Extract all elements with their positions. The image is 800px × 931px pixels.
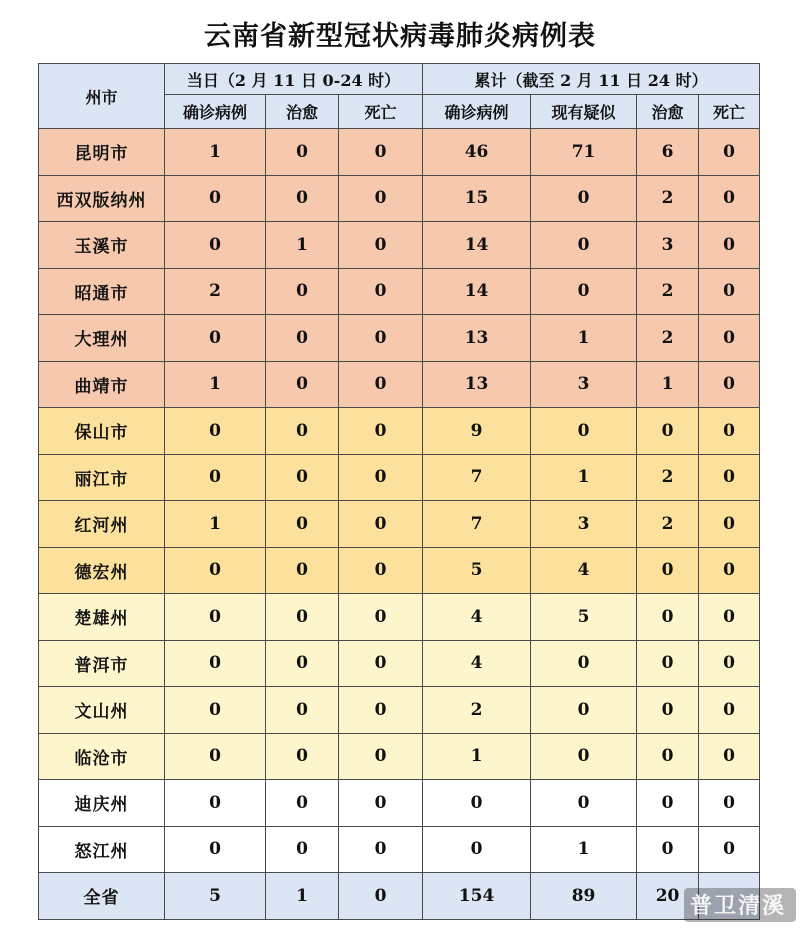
city-name-cell: 德宏州: [39, 547, 165, 594]
value-cell-cum-confirmed: 13: [423, 315, 531, 362]
city-name-cell: 西双版纳州: [39, 175, 165, 222]
value-cell-cum-deaths: 0: [699, 594, 760, 641]
value-cell-cum-deaths: 0: [699, 408, 760, 455]
value-cell-cum-cured: 20: [637, 873, 699, 920]
value-cell-daily-confirmed: 0: [165, 826, 266, 873]
value-cell-cum-cured: 2: [637, 501, 699, 548]
value-cell-cum-deaths: 0: [699, 780, 760, 827]
table-row: [39, 315, 760, 362]
header-cum-cured: 治愈: [637, 95, 699, 129]
value-cell-cum-deaths: 0: [699, 361, 760, 408]
header-daily-confirmed: 确诊病例: [165, 95, 266, 129]
value-cell-daily-confirmed: 5: [165, 873, 266, 920]
value-cell-cum-confirmed: 4: [423, 640, 531, 687]
table-row: [39, 501, 760, 548]
value-cell-cum-suspected: 4: [531, 547, 637, 594]
value-cell-cum-confirmed: 2: [423, 687, 531, 734]
table-row: [39, 129, 760, 176]
table-row: [39, 687, 760, 734]
value-cell-daily-confirmed: 0: [165, 687, 266, 734]
value-cell-cum-cured: 2: [637, 454, 699, 501]
value-cell-daily-confirmed: 2: [165, 268, 266, 315]
value-cell-daily-cured: 0: [266, 780, 339, 827]
value-cell-daily-deaths: 0: [339, 826, 423, 873]
city-name-cell: 临沧市: [39, 733, 165, 780]
value-cell-daily-confirmed: 0: [165, 733, 266, 780]
value-cell-cum-confirmed: 0: [423, 780, 531, 827]
value-cell-cum-cured: 2: [637, 268, 699, 315]
value-cell-cum-confirmed: 1: [423, 733, 531, 780]
value-cell-cum-suspected: 1: [531, 826, 637, 873]
table-row: [39, 733, 760, 780]
city-name-cell: 昆明市: [39, 129, 165, 176]
value-cell-daily-deaths: 0: [339, 733, 423, 780]
header-daily-cured: 治愈: [266, 95, 339, 129]
value-cell-cum-confirmed: 7: [423, 454, 531, 501]
value-cell-cum-suspected: 0: [531, 733, 637, 780]
value-cell-cum-suspected: 1: [531, 315, 637, 362]
value-cell-cum-deaths: 0: [699, 826, 760, 873]
value-cell-daily-deaths: 0: [339, 501, 423, 548]
table-row: [39, 640, 760, 687]
header-cum-deaths: 死亡: [699, 95, 760, 129]
value-cell-cum-confirmed: 14: [423, 222, 531, 269]
city-name-cell: 保山市: [39, 408, 165, 455]
value-cell-cum-suspected: 0: [531, 687, 637, 734]
value-cell-daily-cured: 0: [266, 408, 339, 455]
value-cell-daily-cured: 0: [266, 454, 339, 501]
city-name-cell: 全省: [39, 873, 165, 920]
value-cell-daily-cured: 0: [266, 361, 339, 408]
value-cell-daily-cured: 0: [266, 501, 339, 548]
value-cell-cum-cured: 0: [637, 640, 699, 687]
value-cell-daily-cured: 0: [266, 826, 339, 873]
value-cell-daily-cured: 0: [266, 547, 339, 594]
header-group-daily: 当日（2 月 11 日 0-24 时）: [165, 64, 423, 95]
value-cell-daily-deaths: 0: [339, 408, 423, 455]
value-cell-cum-confirmed: 4: [423, 594, 531, 641]
value-cell-daily-deaths: 0: [339, 268, 423, 315]
city-name-cell: 玉溪市: [39, 222, 165, 269]
value-cell-daily-deaths: 0: [339, 547, 423, 594]
value-cell-cum-suspected: 0: [531, 175, 637, 222]
value-cell-cum-deaths: 0: [699, 268, 760, 315]
value-cell-daily-deaths: 0: [339, 222, 423, 269]
value-cell-cum-confirmed: 15: [423, 175, 531, 222]
value-cell-daily-confirmed: 0: [165, 315, 266, 362]
value-cell-cum-deaths: 0: [699, 687, 760, 734]
value-cell-daily-cured: 0: [266, 640, 339, 687]
value-cell-cum-deaths: 0: [699, 129, 760, 176]
value-cell-daily-confirmed: 1: [165, 501, 266, 548]
value-cell-daily-cured: 0: [266, 129, 339, 176]
value-cell-cum-suspected: 71: [531, 129, 637, 176]
table-row: [39, 361, 760, 408]
watermark-text: 普卫清溪: [690, 894, 787, 919]
value-cell-daily-deaths: 0: [339, 594, 423, 641]
value-cell-cum-confirmed: 154: [423, 873, 531, 920]
value-cell-cum-cured: 0: [637, 408, 699, 455]
value-cell-daily-confirmed: 0: [165, 547, 266, 594]
value-cell-cum-suspected: 0: [531, 408, 637, 455]
value-cell-daily-deaths: 0: [339, 175, 423, 222]
city-name-cell: 迪庆州: [39, 780, 165, 827]
value-cell-cum-suspected: 1: [531, 454, 637, 501]
value-cell-daily-confirmed: 0: [165, 222, 266, 269]
value-cell-daily-cured: 0: [266, 315, 339, 362]
city-name-cell: 文山州: [39, 687, 165, 734]
value-cell-daily-deaths: 0: [339, 454, 423, 501]
value-cell-daily-confirmed: 1: [165, 361, 266, 408]
value-cell-cum-cured: 0: [637, 594, 699, 641]
city-name-cell: 楚雄州: [39, 594, 165, 641]
value-cell-cum-confirmed: 9: [423, 408, 531, 455]
table-row: [39, 222, 760, 269]
value-cell-cum-confirmed: 46: [423, 129, 531, 176]
value-cell-cum-deaths: 0: [699, 454, 760, 501]
value-cell-cum-confirmed: 14: [423, 268, 531, 315]
table-row: [39, 547, 760, 594]
value-cell-cum-suspected: 0: [531, 640, 637, 687]
value-cell-daily-deaths: 0: [339, 640, 423, 687]
table-row: [39, 454, 760, 501]
value-cell-cum-cured: 0: [637, 733, 699, 780]
table-row: [39, 826, 760, 873]
value-cell-cum-deaths: 0: [699, 175, 760, 222]
value-cell-cum-suspected: 89: [531, 873, 637, 920]
header-row-top: [39, 64, 760, 95]
value-cell-daily-cured: 1: [266, 873, 339, 920]
value-cell-cum-suspected: 0: [531, 268, 637, 315]
total-row: [39, 873, 760, 920]
value-cell-cum-cured: 3: [637, 222, 699, 269]
header-city: 州市: [39, 64, 165, 129]
table-row: [39, 175, 760, 222]
value-cell-daily-confirmed: 0: [165, 640, 266, 687]
value-cell-cum-cured: 2: [637, 315, 699, 362]
city-name-cell: 丽江市: [39, 454, 165, 501]
value-cell-daily-deaths: 0: [339, 315, 423, 362]
page-title: 云南省新型冠状病毒肺炎病例表: [204, 21, 596, 52]
table-row: [39, 268, 760, 315]
value-cell-daily-deaths: 0: [339, 780, 423, 827]
value-cell-cum-deaths: 0: [699, 640, 760, 687]
value-cell-cum-confirmed: 5: [423, 547, 531, 594]
header-daily-deaths: 死亡: [339, 95, 423, 129]
value-cell-cum-cured: 0: [637, 780, 699, 827]
table-row: [39, 594, 760, 641]
value-cell-daily-confirmed: 0: [165, 780, 266, 827]
value-cell-daily-cured: 1: [266, 222, 339, 269]
value-cell-cum-deaths: 0: [699, 733, 760, 780]
value-cell-daily-cured: 0: [266, 687, 339, 734]
value-cell-cum-deaths: 0: [699, 222, 760, 269]
value-cell-cum-suspected: 3: [531, 501, 637, 548]
value-cell-daily-confirmed: 0: [165, 454, 266, 501]
value-cell-cum-suspected: 3: [531, 361, 637, 408]
value-cell-cum-deaths: 0: [699, 315, 760, 362]
header-cum-confirmed: 确诊病例: [423, 95, 531, 129]
value-cell-cum-cured: 0: [637, 826, 699, 873]
value-cell-cum-confirmed: 7: [423, 501, 531, 548]
value-cell-daily-deaths: 0: [339, 873, 423, 920]
value-cell-daily-deaths: 0: [339, 129, 423, 176]
value-cell-cum-cured: 0: [637, 547, 699, 594]
city-name-cell: 红河州: [39, 501, 165, 548]
value-cell-cum-deaths: 0: [699, 501, 760, 548]
value-cell-cum-suspected: 0: [531, 222, 637, 269]
case-table: [38, 63, 760, 920]
value-cell-cum-confirmed: 13: [423, 361, 531, 408]
city-name-cell: 大理州: [39, 315, 165, 362]
value-cell-cum-cured: 1: [637, 361, 699, 408]
value-cell-daily-confirmed: 0: [165, 594, 266, 641]
value-cell-daily-cured: 0: [266, 268, 339, 315]
value-cell-cum-confirmed: 0: [423, 826, 531, 873]
city-name-cell: 曲靖市: [39, 361, 165, 408]
table-row: [39, 408, 760, 455]
city-name-cell: 怒江州: [39, 826, 165, 873]
header-group-cumulative: 累计（截至 2 月 11 日 24 时）: [423, 64, 760, 95]
value-cell-daily-deaths: 0: [339, 361, 423, 408]
value-cell-cum-suspected: 5: [531, 594, 637, 641]
value-cell-daily-confirmed: 0: [165, 408, 266, 455]
value-cell-daily-cured: 0: [266, 594, 339, 641]
value-cell-cum-cured: 6: [637, 129, 699, 176]
city-name-cell: 普洱市: [39, 640, 165, 687]
value-cell-daily-confirmed: 1: [165, 129, 266, 176]
value-cell-daily-cured: 0: [266, 733, 339, 780]
value-cell-daily-cured: 0: [266, 175, 339, 222]
value-cell-daily-deaths: 0: [339, 687, 423, 734]
value-cell-cum-deaths: 0: [699, 547, 760, 594]
value-cell-cum-cured: 2: [637, 175, 699, 222]
header-cum-suspected: 现有疑似: [531, 95, 637, 129]
table-row: [39, 780, 760, 827]
city-name-cell: 昭通市: [39, 268, 165, 315]
value-cell-daily-confirmed: 0: [165, 175, 266, 222]
value-cell-cum-suspected: 0: [531, 780, 637, 827]
value-cell-cum-cured: 0: [637, 687, 699, 734]
